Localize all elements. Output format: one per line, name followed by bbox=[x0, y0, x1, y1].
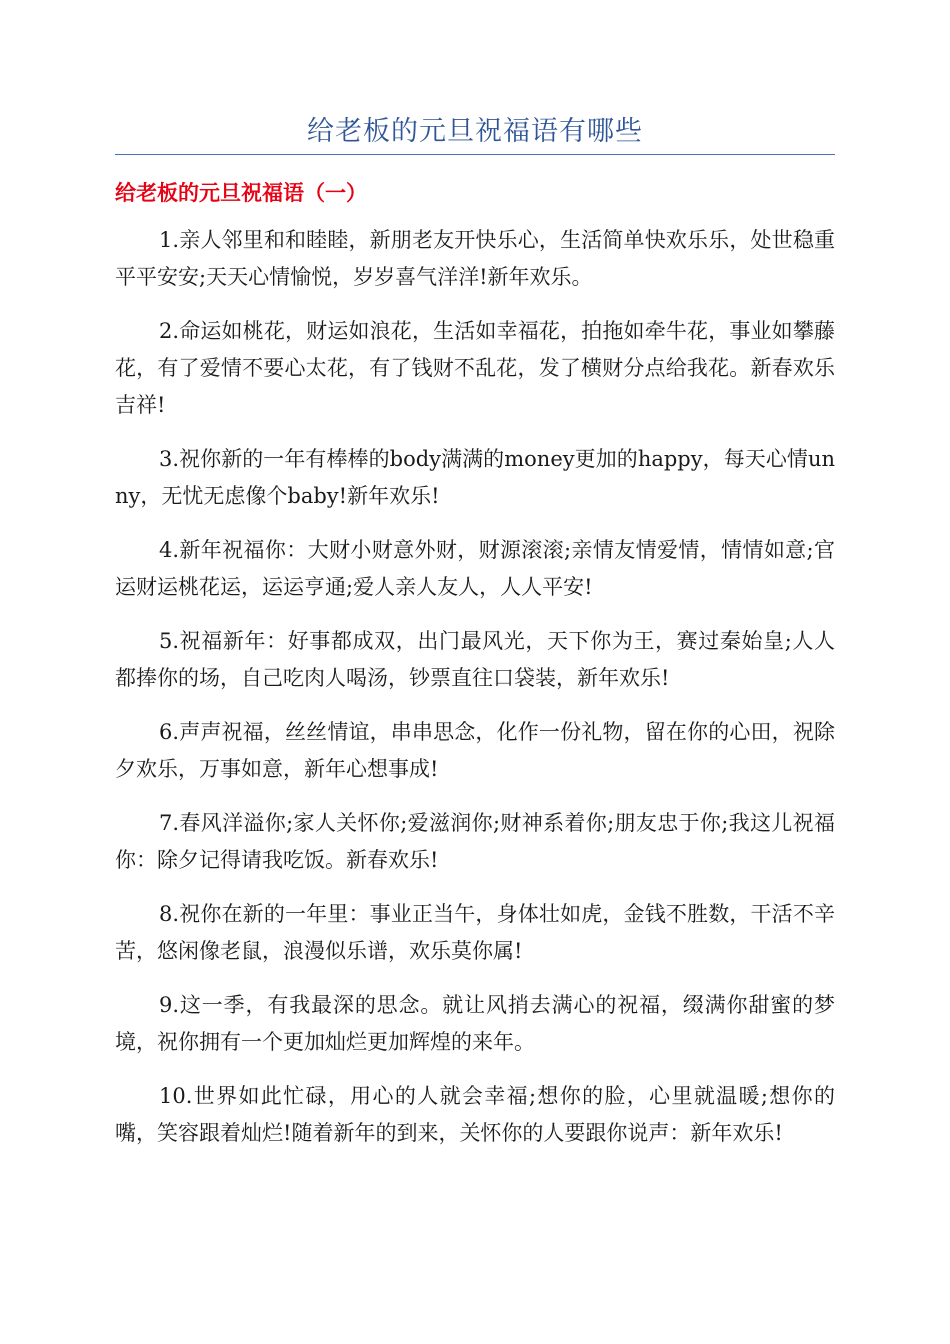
list-item: 4.新年祝福你：大财小财意外财，财源滚滚;亲情友情爱情，情情如意;官运财运桃花运，运运亨通;爱人亲人友人，人人平安! bbox=[115, 538, 835, 599]
section-heading: 给老板的元旦祝福语（一） bbox=[115, 181, 367, 205]
list-item: 2.命运如桃花，财运如浪花，生活如幸福花，拍拖如牵牛花，事业如攀藤花，有了爱情不要心太花，有了钱财不乱花，发了横财分点给我花。新春欢乐吉祥! bbox=[115, 319, 835, 417]
list-item: 3.祝你新的一年有棒棒的body满满的money更加的happy，每天心情unny，无忧无虑像个baby!新年欢乐! bbox=[115, 447, 835, 508]
page-title: 给老板的元旦祝福语有哪些 bbox=[307, 116, 643, 147]
greeting-list bbox=[115, 222, 835, 1169]
list-item: 8.祝你在新的一年里：事业正当午，身体壮如虎，金钱不胜数，干活不辛苦，悠闲像老鼠，浪漫似乐谱，欢乐莫你属! bbox=[115, 902, 835, 963]
list-item: 1.亲人邻里和和睦睦，新朋老友开快乐心，生活简单快欢乐乐，处世稳重平平安安;天天心情愉悦，岁岁喜气洋洋!新年欢乐。 bbox=[115, 228, 835, 289]
list-item: 9.这一季，有我最深的思念。就让风捎去满心的祝福，缀满你甜蜜的梦境，祝你拥有一个更加灿烂更加辉煌的来年。 bbox=[115, 993, 835, 1054]
list-item: 5.祝福新年：好事都成双，出门最风光，天下你为王，赛过秦始皇;人人都捧你的场，自己吃肉人喝汤，钞票直往口袋装，新年欢乐! bbox=[115, 629, 835, 690]
list-item: 10.世界如此忙碌，用心的人就会幸福;想你的脸，心里就温暖;想你的嘴，笑容跟着灿烂!随着新年的到来，关怀你的人要跟你说声：新年欢乐! bbox=[115, 1084, 835, 1145]
list-item: 6.声声祝福，丝丝情谊，串串思念，化作一份礼物，留在你的心田，祝除夕欢乐，万事如意，新年心想事成! bbox=[115, 720, 835, 781]
title-divider bbox=[115, 154, 835, 155]
list-item: 7.春风洋溢你;家人关怀你;爱滋润你;财神系着你;朋友忠于你;我这儿祝福你：除夕记得请我吃饭。新春欢乐! bbox=[115, 811, 835, 872]
